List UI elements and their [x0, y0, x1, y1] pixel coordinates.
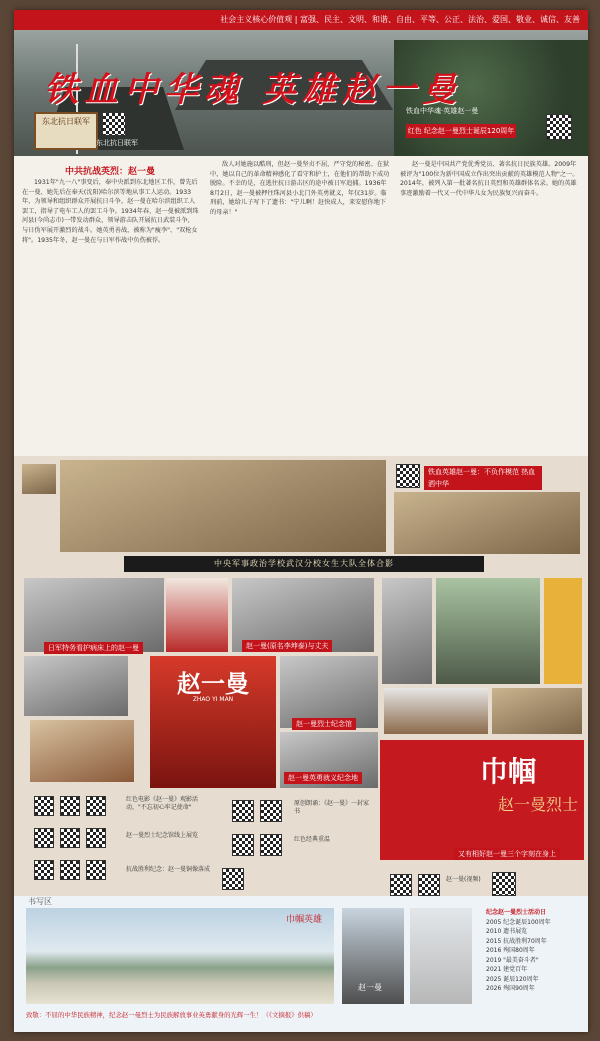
photo-section: [14, 456, 588, 906]
qr-code-a2[interactable]: [60, 796, 80, 816]
qr-code-b3[interactable]: [232, 834, 254, 856]
article-column-2: 敌人对她施以酷刑，但赵一曼坚贞不屈，严守党的秘密。在狱中，她以自己的革命精神感化了看守和护士，在他们的帮助下成功脱险。不幸的是，在逃往抗日游击区的途中被日军追捕。1936年8月2日，赵一曼被押往珠河县小北门外英勇就义，年仅31岁。临刑前，她给儿子写下了遗书："宁儿啊！赶快成人，来安慰你地下的母亲！": [210, 161, 390, 216]
stamps-collage: [30, 720, 134, 782]
qr-caption-4: 原创朗诵：《赵一曼》一封家书: [294, 800, 370, 815]
qr-photo-label: 铁血英雄赵一曼：不负作模范 热血洒中华: [424, 466, 542, 490]
qr-code-a5[interactable]: [60, 828, 80, 848]
qr-code-b4[interactable]: [260, 834, 282, 856]
list-item: 2016 殉国80周年: [486, 947, 535, 954]
masthead-title: 铁血中华魂 英雄赵一曼: [44, 70, 462, 110]
qr-caption-6: 赵一曼(视频): [446, 876, 481, 883]
masthead: [14, 30, 588, 156]
qr-code-a4[interactable]: [34, 828, 54, 848]
anniversary-banner: 红色 纪念赵一曼烈士诞辰120周年: [406, 124, 516, 138]
statue-label: 赵一曼: [358, 983, 382, 992]
article-title: 中共抗战英烈：赵一曼: [64, 167, 155, 177]
article-column-1: 1931年"九一八"事变后，奉中央派到东北地区工作，曾先后在一曼、她先后在奉天(沈阳)哈尔滨等地从事工人运动。1933年，为领导和组织群众开展抗日斗争，赵一曼在哈尔滨组织工人罢工，指导了电车工人的罢工斗争。1934年春，赵一曼被派到珠河县(今尚志市)一带发动群众，领导游击队开展抗日武装斗争，与日伪军展开激烈的战斗。她英勇善战，被称为"瘦李"、"双枪女将"。1935年冬，赵一曼在与日军作战中负伤被俘。: [22, 179, 199, 244]
bust-photo: [384, 688, 488, 734]
heroine-caption: 又有相好赵一曼三个字刻在身上: [454, 848, 560, 860]
qr-code-right[interactable]: [546, 114, 572, 140]
landscape-painting: [26, 908, 334, 1004]
list-item: 2021 建党百年: [486, 966, 528, 973]
qr-code-b1[interactable]: [232, 800, 254, 822]
calligraphy-scroll: [544, 578, 582, 684]
qr-code-b5[interactable]: [222, 868, 244, 890]
list-item: 2026 殉国90周年: [486, 985, 535, 992]
equestrian-statue: [436, 578, 540, 684]
statue-photo-white: [410, 908, 472, 1004]
memorial-caption: 赵一曼烈士纪念馆: [292, 718, 356, 730]
heroine-subheading: 赵一曼烈士: [498, 795, 579, 814]
article-section: [14, 156, 588, 456]
statue-photo-dark: [342, 908, 404, 1004]
activity-list: [486, 908, 582, 1018]
hospital-photo: [24, 578, 164, 652]
portrait-caption: 赵一曼(原名李坤泰)与丈夫: [242, 640, 332, 652]
newspaper-page: [14, 10, 588, 1032]
list-item: 2025 诞辰120周年: [486, 975, 539, 983]
qr-code-b2[interactable]: [260, 800, 282, 822]
qr-code-a6[interactable]: [86, 828, 106, 848]
list-item: 2019 "最美奋斗者": [486, 956, 539, 964]
heroine-heading: 巾帼: [480, 755, 537, 788]
list-item: 2015 抗战胜利70周年: [486, 937, 547, 945]
standing-portrait: [382, 578, 432, 684]
portrait-thumb: [22, 464, 56, 494]
qr-caption-1: 红色电影《赵一曼》观影活动，"不忘初心牢记使命": [126, 796, 199, 811]
qr-code-a3[interactable]: [86, 796, 106, 816]
activity-list-title: 纪念赵一曼烈士活动日: [486, 909, 547, 916]
qr-code-a1[interactable]: [34, 796, 54, 816]
actress-photo: [166, 578, 228, 652]
list-item: 2010 遗书展览: [486, 928, 528, 935]
qr-left-label: 东北抗日联军: [96, 139, 138, 147]
qr-right-label: 铁血中华魂·英雄赵一曼: [406, 107, 479, 115]
qr-code-c1[interactable]: [390, 874, 412, 896]
qr-code-a9[interactable]: [86, 860, 106, 880]
group-photo-right: [394, 492, 580, 554]
qr-caption-3: 抗战胜利纪念：赵一曼铜像落成: [126, 866, 211, 873]
group-photo-caption: 中央军事政治学校武汉分校女生大队全体合影: [124, 556, 484, 572]
qr-code-photo[interactable]: [396, 464, 420, 488]
painting-calligraphy: 巾帼英雄: [286, 915, 323, 925]
qr-code-left[interactable]: [102, 112, 126, 136]
writing-section: [14, 896, 588, 1032]
qr-caption-5: 红色经典重温: [294, 836, 331, 843]
qr-code-a7[interactable]: [34, 860, 54, 880]
site-photo: [492, 688, 582, 734]
top-banner: 社会主义核心价值观 | 富强、民主、文明、和谐、自由、平等、公正、法治、爱国、敬业、诚信、友善: [14, 10, 588, 30]
footer-text: 致敬：不屈的中华民族精神，纪念赵一曼烈士为民族解放事业英勇献身的光辉一生！（《文摘报》供稿）: [26, 1011, 317, 1019]
article-column-3: 赵一曼是中国共产党优秀党员、著名抗日民族英雄。2009年被评为"100位为新中国成立作出突出贡献的英雄模范人物"之一。2014年，被列入第一批著名抗日英烈和英雄群体名录。她的英雄事迹激励着一代又一代中华儿女为民族复兴而奋斗。: [400, 161, 579, 197]
execution-caption: 赵一曼英勇就义纪念地: [284, 772, 362, 784]
qr-code-c2[interactable]: [418, 874, 440, 896]
movie-title: 赵一曼: [177, 669, 249, 698]
qr-code-a8[interactable]: [60, 860, 80, 880]
section-label: 书写区: [28, 897, 52, 906]
hospital-caption: 日军特务看护病床上的赵一曼: [44, 642, 143, 654]
memorial-plaque: 东北抗日联军: [34, 112, 98, 150]
ward-photo: [24, 656, 128, 716]
qr-code-c3[interactable]: [492, 872, 516, 896]
heroine-panel: [380, 740, 584, 860]
group-photo: [60, 460, 386, 552]
qr-caption-2: 赵一曼烈士纪念馆线上展览: [126, 832, 199, 839]
movie-subtitle: ZHAO YI MAN: [192, 696, 234, 703]
movie-poster: [150, 656, 276, 788]
list-item: 2005 纪念诞辰100周年: [486, 918, 551, 926]
